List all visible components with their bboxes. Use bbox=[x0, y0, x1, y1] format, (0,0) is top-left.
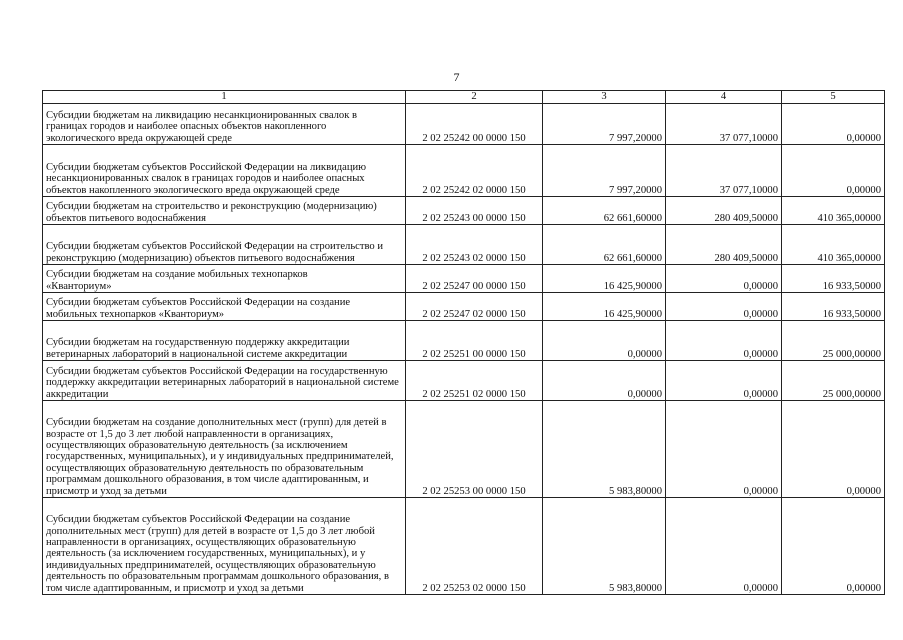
row-code: 2 02 25253 00 0000 150 bbox=[406, 401, 543, 498]
row-value-col3: 7 997,20000 bbox=[543, 104, 666, 145]
row-value-col5: 0,00000 bbox=[782, 145, 885, 197]
header-col-2: 2 bbox=[406, 91, 543, 104]
row-value-col4: 37 077,10000 bbox=[666, 145, 782, 197]
row-code: 2 02 25247 00 0000 150 bbox=[406, 265, 543, 293]
table-row bbox=[43, 225, 885, 265]
row-description: Субсидии бюджетам на создание дополнительных мест (групп) для детей в возрасте от 1,5 до 3 лет любой направленности в организациях, осуществляющих образовательную деятельность (за исключением государственных, муниципальных), и у индивидуальных предпринимателей, осуществляющих образовательную деятельность по образовательным программам дошкольного образования, в том числе адаптированным, и присмотр и уход за детьми bbox=[43, 401, 406, 498]
row-description: Субсидии бюджетам субъектов Российской Федерации на ликвидацию несанкционированных свалок в границах городов и наиболее опасных объектов накопленного экологического вреда окружающей среде bbox=[43, 145, 406, 197]
row-value-col3: 7 997,20000 bbox=[543, 145, 666, 197]
table-row bbox=[43, 145, 885, 197]
row-value-col3: 5 983,80000 bbox=[543, 401, 666, 498]
row-value-col3: 62 661,60000 bbox=[543, 197, 666, 225]
row-code: 2 02 25251 00 0000 150 bbox=[406, 321, 543, 361]
row-value-col3: 5 983,80000 bbox=[543, 498, 666, 595]
row-value-col4: 0,00000 bbox=[666, 265, 782, 293]
row-value-col4: 0,00000 bbox=[666, 361, 782, 401]
row-value-col3: 16 425,90000 bbox=[543, 265, 666, 293]
table-row bbox=[43, 361, 885, 401]
row-value-col5: 25 000,00000 bbox=[782, 361, 885, 401]
row-code: 2 02 25243 00 0000 150 bbox=[406, 197, 543, 225]
row-value-col5: 410 365,00000 bbox=[782, 225, 885, 265]
row-code: 2 02 25242 00 0000 150 bbox=[406, 104, 543, 145]
row-description: Субсидии бюджетам субъектов Российской Федерации на государственную поддержку аккредитации ветеринарных лабораторий в национальной системе аккредитации bbox=[43, 361, 406, 401]
row-value-col3: 0,00000 bbox=[543, 361, 666, 401]
row-description: Субсидии бюджетам субъектов Российской Федерации на создание мобильных технопарков «Кванториум» bbox=[43, 293, 406, 321]
table-row bbox=[43, 321, 885, 361]
row-value-col4: 280 409,50000 bbox=[666, 225, 782, 265]
header-row bbox=[43, 91, 885, 104]
row-code: 2 02 25242 02 0000 150 bbox=[406, 145, 543, 197]
table-header bbox=[43, 91, 885, 104]
row-description: Субсидии бюджетам субъектов Российской Федерации на строительство и реконструкцию (модернизацию) объектов питьевого водоснабжения bbox=[43, 225, 406, 265]
row-value-col3: 0,00000 bbox=[543, 321, 666, 361]
row-code: 2 02 25247 02 0000 150 bbox=[406, 293, 543, 321]
row-value-col5: 16 933,50000 bbox=[782, 265, 885, 293]
row-value-col5: 0,00000 bbox=[782, 498, 885, 595]
row-description: Субсидии бюджетам субъектов Российской Федерации на создание дополнительных мест (групп) для детей в возрасте от 1,5 до 3 лет любой направленности в организациях, осуществляющих образовательную деятельность (за исключением государственных, муниципальных), и у индивидуальных предпринимателей, осуществляющих образовательную деятельность по образовательным программам дошкольного образования, в том числе адаптированным, и присмотр и уход за детьми bbox=[43, 498, 406, 595]
row-code: 2 02 25251 02 0000 150 bbox=[406, 361, 543, 401]
header-col-3: 3 bbox=[543, 91, 666, 104]
table-row bbox=[43, 104, 885, 145]
row-description: Субсидии бюджетам на ликвидацию несанкционированных свалок в границах городов и наиболее опасных объектов накопленного экологического вреда окружающей среде bbox=[43, 104, 406, 145]
row-description: Субсидии бюджетам на строительство и реконструкцию (модернизацию) объектов питьевого водоснабжения bbox=[43, 197, 406, 225]
row-value-col5: 16 933,50000 bbox=[782, 293, 885, 321]
row-value-col4: 0,00000 bbox=[666, 498, 782, 595]
table-row bbox=[43, 265, 885, 293]
budget-table bbox=[42, 90, 885, 595]
table-body bbox=[43, 104, 885, 595]
table-row bbox=[43, 197, 885, 225]
row-value-col4: 0,00000 bbox=[666, 321, 782, 361]
header-col-5: 5 bbox=[782, 91, 885, 104]
page-number: 7 bbox=[453, 70, 460, 84]
row-value-col5: 0,00000 bbox=[782, 401, 885, 498]
row-value-col5: 0,00000 bbox=[782, 104, 885, 145]
header-col-4: 4 bbox=[666, 91, 782, 104]
row-code: 2 02 25253 02 0000 150 bbox=[406, 498, 543, 595]
row-value-col4: 37 077,10000 bbox=[666, 104, 782, 145]
header-col-1: 1 bbox=[43, 91, 406, 104]
row-value-col3: 62 661,60000 bbox=[543, 225, 666, 265]
row-description: Субсидии бюджетам на создание мобильных технопарков «Кванториум» bbox=[43, 265, 406, 293]
row-value-col5: 25 000,00000 bbox=[782, 321, 885, 361]
row-value-col5: 410 365,00000 bbox=[782, 197, 885, 225]
row-code: 2 02 25243 02 0000 150 bbox=[406, 225, 543, 265]
table-row bbox=[43, 401, 885, 498]
row-value-col3: 16 425,90000 bbox=[543, 293, 666, 321]
row-description: Субсидии бюджетам на государственную поддержку аккредитации ветеринарных лабораторий в национальной системе аккредитации bbox=[43, 321, 406, 361]
row-value-col4: 280 409,50000 bbox=[666, 197, 782, 225]
row-value-col4: 0,00000 bbox=[666, 293, 782, 321]
table-row bbox=[43, 293, 885, 321]
row-value-col4: 0,00000 bbox=[666, 401, 782, 498]
table-row bbox=[43, 498, 885, 595]
